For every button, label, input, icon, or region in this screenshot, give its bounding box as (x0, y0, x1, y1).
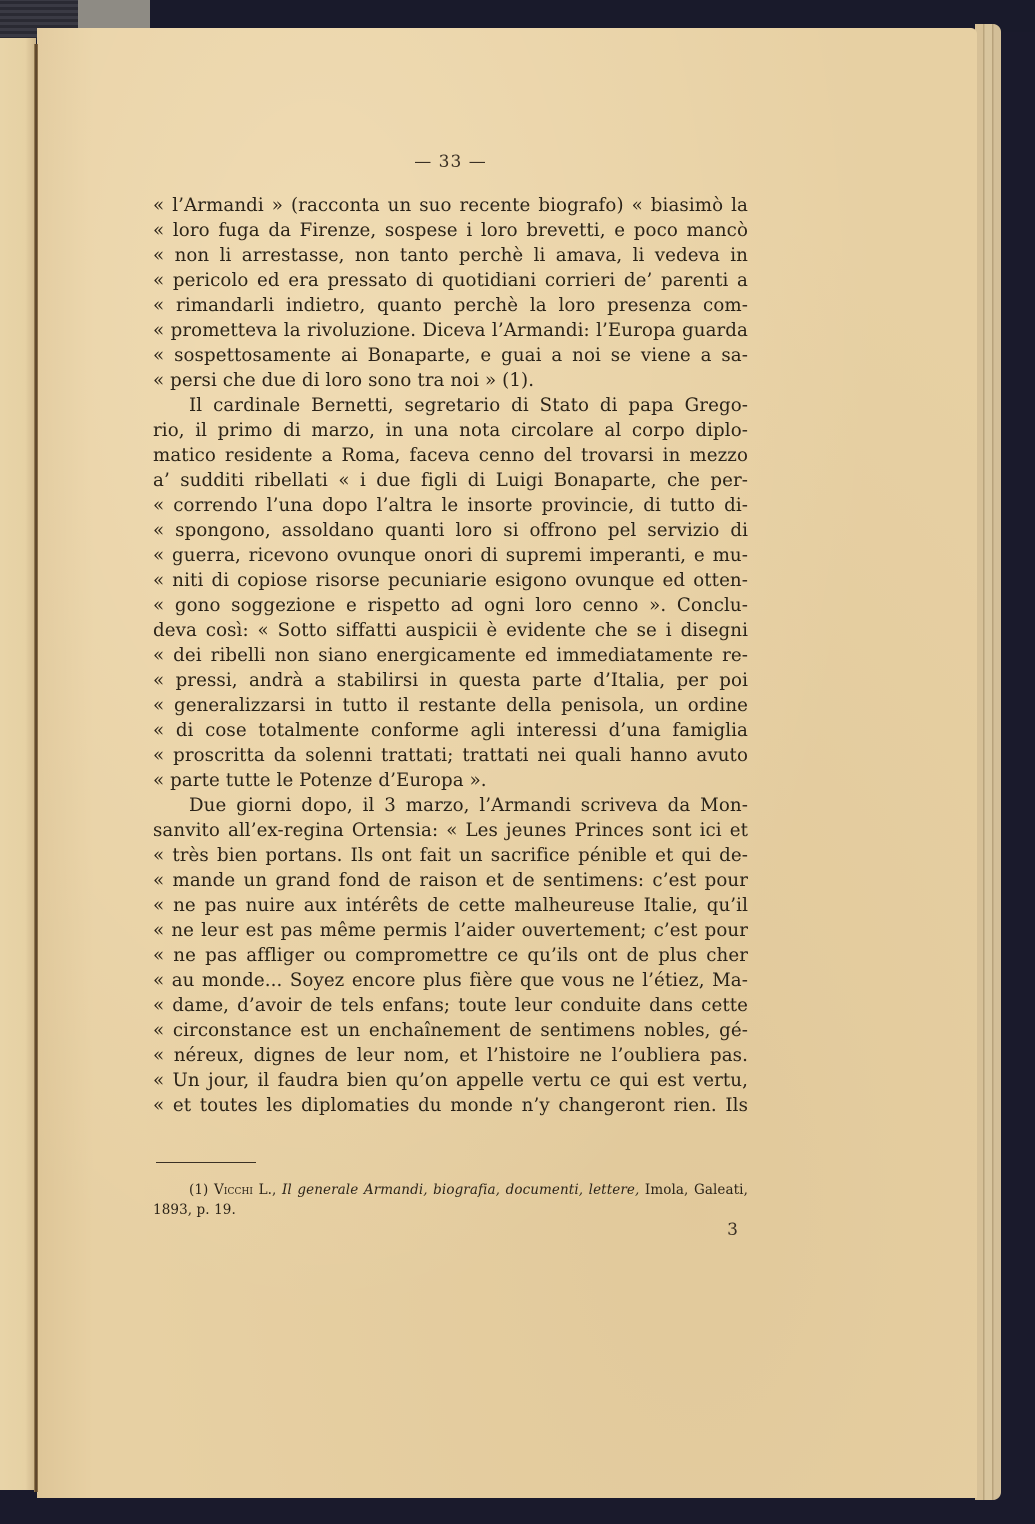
text-line: « di cose totalmente conforme agli interessi d’una famiglia (153, 720, 748, 741)
footnote-divider (156, 1162, 256, 1163)
text-line: « prometteva la rivoluzione. Diceva l’Armandi: l’Europa guarda (153, 320, 748, 341)
text-line: rio, il primo di marzo, in una nota circolare al corpo diplo- (153, 420, 748, 441)
text-line: « dame, d’avoir de tels enfans; toute leur conduite dans cette (153, 995, 748, 1016)
text-line: « circonstance est un enchaînement de sentimens nobles, gé- (153, 1020, 748, 1041)
paragraph-1 (153, 193, 748, 393)
text-line: deva così: « Sotto siffatti auspicii è evidente che se i disegni (153, 620, 748, 641)
page-stack-edges (975, 24, 1001, 1500)
footnote-publisher: Imola, Galeati, (644, 1182, 748, 1198)
previous-page-edge (0, 38, 36, 1490)
text-line: « Un jour, il faudra bien qu’on appelle vertu ce qui est vertu, (153, 1070, 748, 1091)
text-line: Il cardinale Bernetti, segretario di Stato di papa Grego- (189, 395, 748, 416)
text-line: « proscritta da solenni trattati; trattati nei quali hanno avuto (153, 745, 748, 766)
text-line: « dei ribelli non siano energicamente ed immediatamente re- (153, 645, 748, 666)
text-line: « néreux, dignes de leur nom, et l’histoire ne l’oubliera pas. (153, 1045, 748, 1066)
footnote-marker: (1) (189, 1182, 209, 1198)
footnote-author: Vicchi L., (213, 1182, 277, 1198)
text-line: « sospettosamente ai Bonaparte, e guai a noi se viene a sa- (153, 345, 748, 366)
footnote (153, 1180, 748, 1220)
text-line: « gono soggezione e rispetto ad ogni loro cenno ». Conclu- (153, 595, 748, 616)
text-line: « guerra, ricevono ovunque onori di supremi imperanti, e mu- (153, 545, 748, 566)
text-line: « ne leur est pas même permis l’aider ouvertement; c’est pour (153, 920, 748, 941)
footnote-year-page: 1893, p. 19. (153, 1202, 236, 1218)
text-line: matico residente a Roma, faceva cenno del trovarsi in mezzo (153, 445, 748, 466)
text-line: « au monde... Soyez encore plus fière que vous ne l’étiez, Ma- (153, 970, 748, 991)
book-gutter (34, 44, 38, 1492)
text-line: Due giorni dopo, il 3 marzo, l’Armandi scriveva da Mon- (189, 795, 748, 816)
text-line: a’ sudditi ribellati « i due figli di Luigi Bonaparte, che per- (153, 470, 748, 491)
text-line: « rimandarli indietro, quanto perchè la loro presenza com- (153, 295, 748, 316)
text-line: « loro fuga da Firenze, sospese i loro brevetti, e poco mancò (153, 220, 748, 241)
text-line: « spongono, assoldano quanti loro si offrono pel servizio di (153, 520, 748, 541)
signature-mark: 3 (727, 1220, 738, 1240)
text-line: « non li arrestasse, non tanto perchè li amava, li vedeva in (153, 245, 748, 266)
text-line: « et toutes les diplomaties du monde n’y changeront rien. Ils (153, 1095, 748, 1116)
text-line: « ne pas nuire aux intérêts de cette malheureuse Italie, qu’il (153, 895, 748, 916)
text-line: « mande un grand fond de raison et de sentimens: c’est pour (153, 870, 748, 891)
text-line: « pressi, andrà a stabilirsi in questa parte d’Italia, per poi (153, 670, 748, 691)
body-text (153, 193, 748, 1118)
text-line: « correndo l’una dopo l’altra le insorte provincie, di tutto di- (153, 495, 748, 516)
footnote-line (153, 1180, 748, 1200)
paragraph-2 (153, 393, 748, 793)
text-line: « parte tutte le Potenze d’Europa ». (153, 770, 487, 791)
text-line: « très bien portans. Ils ont fait un sacrifice pénible et qui de- (153, 845, 748, 866)
text-line: sanvito all’ex-regina Ortensia: « Les jeunes Princes sont ici et (153, 820, 748, 841)
page-number-header: — 33 — (414, 152, 487, 172)
paragraph-3 (153, 793, 748, 1118)
text-line: « pericolo ed era pressato di quotidiani corrieri de’ parenti a (153, 270, 748, 291)
text-line: « generalizzarsi in tutto il restante della penisola, un ordine (153, 695, 748, 716)
footnote-title: Il generale Armandi, biografia, documenti, lettere, (282, 1182, 640, 1198)
text-line: « niti di copiose risorse pecuniarie esigono ovunque ed otten- (153, 570, 748, 591)
text-line: « persi che due di loro sono tra noi » (1). (153, 370, 535, 391)
text-line: « l’Armandi » (racconta un suo recente biografo) « biasimò la (153, 195, 748, 216)
text-line: « ne pas affliger ou compromettre ce qu’ils ont de plus cher (153, 945, 748, 966)
